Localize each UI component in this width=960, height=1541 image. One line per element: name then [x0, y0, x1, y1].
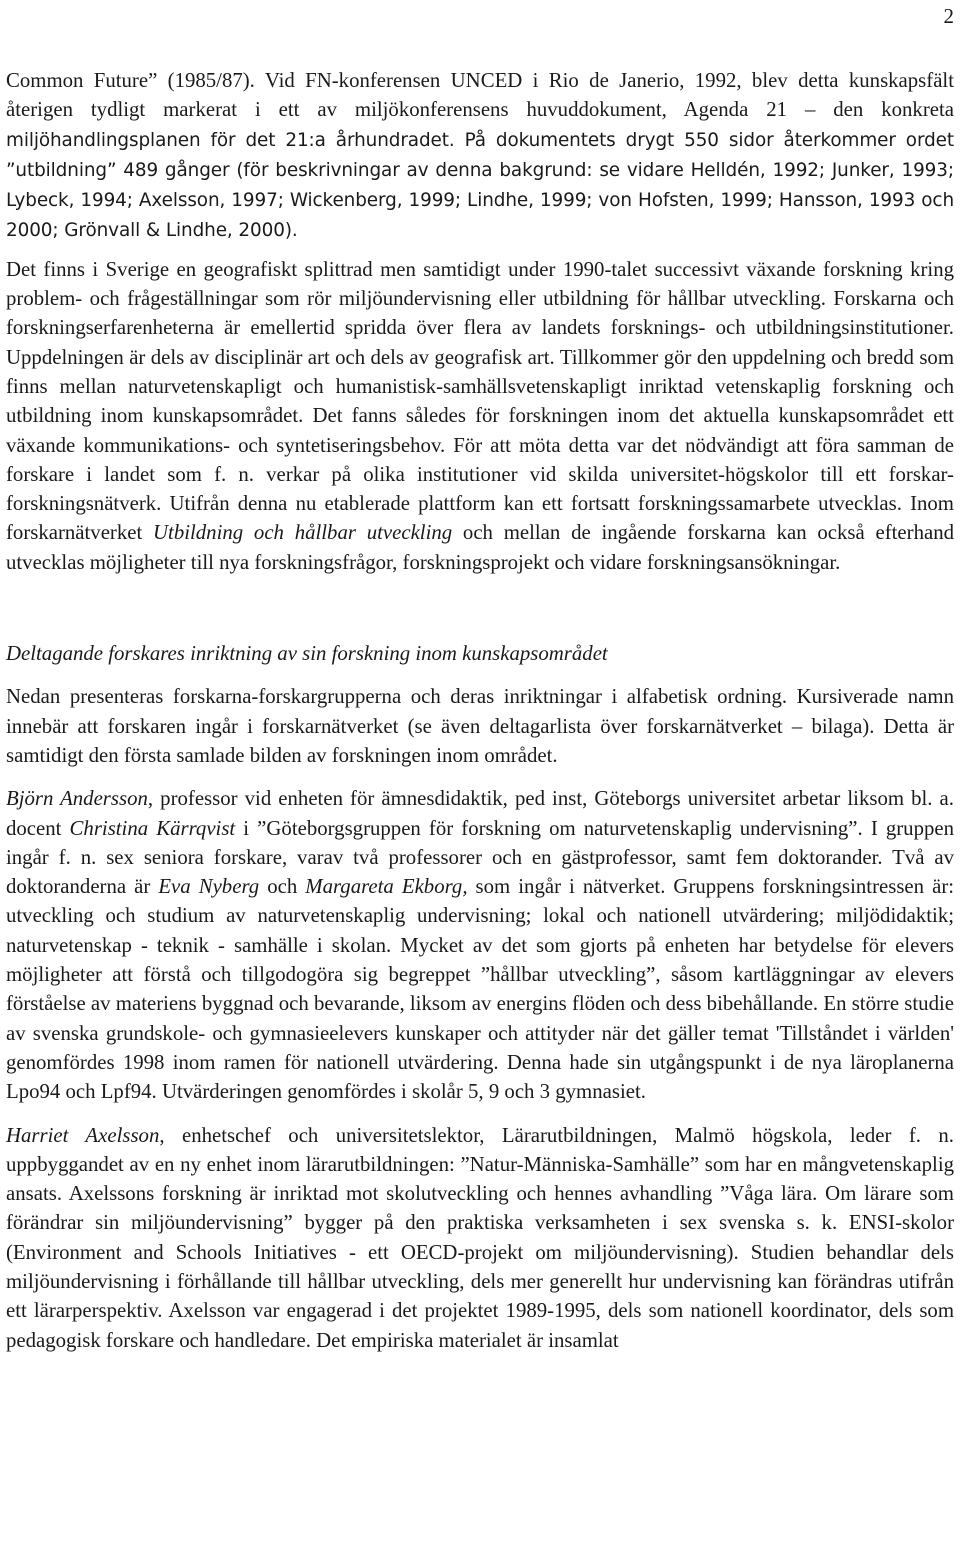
andersson-text-4: som ingår i nätverket. Gruppens forskningsintressen är: utveckling och studium av naturvetenskaplig undervisning; lokal och nationell utvärdering; miljödidaktik; naturvetenskap - teknik - samhälle i skolan. Mycket av det som gjorts på enheten har betydelse för elevers möjligheter att förstå och tillgodogöra sig begreppet ”hållbar utveckling”, såsom kartläggningar av elevers förståelse av materiens byggnad och bevarande, liksom av energins flöden och dess bibehållande. En större studie av svenska grundskole- och gymnasieelevers kunskaper och attityder när det gäller temat 'Tillståndet i världen' genomfördes 1998 inom ramen för nationell utvärdering. Denna hade sin utgångspunkt i de nya läroplanerna Lpo94 och Lpf94. Utvärderingen genomfördes i skolår 5, 9 och 3 gymnasiet. — [6, 875, 955, 1104]
researcher-name-eva-nyberg: Eva Nyberg — [158, 875, 260, 899]
presentation-paragraph: Nedan presenteras forskarna-forskargrupperna och deras inriktningar i alfabetisk ordning. Kursiverade namn innebär att forskaren ingår i forskarnätverket (se även deltagarlista över forskarnätverket – bilaga). Detta är samtidigt den första samlade bilden av forskningen inom området. — [6, 685, 954, 767]
andersson-text-2: i ”Göteborgsgruppen för forskning om naturvetenskaplig undervisning”. I gruppen ingår f. n. sex seniora forskare, varav två professorer och en gästprofessor, samt fem doktorander. Två av doktoranderna är — [6, 816, 955, 899]
andersson-text-1: , professor vid enheten för ämnesdidaktik, ped inst, Göteborgs universitet arbetar liksom bl. a. docent — [6, 787, 954, 840]
intro-paragraph-part-1: Common Future” (1985/87). Vid FN-konferensen UNCED i Rio de Janerio, 1992, blev detta kunskapsfält återigen tydligt markerat i ett av miljökonferensens huvuddokument, Agenda 21 – den konkreta — [6, 69, 954, 122]
research-landscape-part-2: och mellan de ingående forskarna kan också efterhand utvecklas möjligheter till nya forskningsfrågor, forskningsprojekt och vidare forskningsansökningar. — [6, 521, 954, 574]
research-landscape-paragraph — [6, 255, 954, 577]
intro-paragraph-part-2: miljöhandlingsplanen för det 21:a århundradet. På dokumentets drygt 550 sidor återkommer ordet ”utbildning” 489 gånger (för beskrivningar av denna bakgrund: se vidare Helldén, 1992; Junker, 1993; Lybeck, 1994; Axelsson, 1997; Wickenberg, 1999; Lindhe, 1999; von Hofsten, 1999; Hansson, 1993 och 2000; Grönvall & Lindhe, 2000). — [6, 129, 954, 242]
researcher-name-christina-karrqvist: Christina Kärrqvist — [69, 816, 236, 840]
axelsson-text: , enhetschef och universitetslektor, Lärarutbildningen, Malmö högskola, leder f. n. uppbyggandet av en ny enhet inom lärarutbildningen: ”Natur-Människa-Samhälle” som har en mångvetenskaplig ansats. Axelssons forskning är inriktad mot skolutveckling och hennes avhandling ”Våga lära. Om lärare som förändrar sin miljöundervisning” bygger på den praktiska verksamheten i sex svenska s. k. ENSI-skolor (Environment and Schools Initiatives - ett OECD-projekt om miljöundervisning). Studien behandlar dels miljöundervisning i förhållande till hållbar utveckling, dels mer generellt hur undervisning kan förändras utifrån ett lärarperspektiv. Axelsson var engagerad i det projektet 1989-1995, dels som nationell koordinator, dels som pedagogisk forskare och handledare. Det empiriska materialet är insamlat — [6, 1123, 954, 1352]
andersson-text-3: och — [259, 875, 306, 899]
page-number: 2 — [943, 4, 954, 28]
document-body — [6, 66, 954, 1355]
research-landscape-part-1: Det finns i Sverige en geografiskt splittrad men samtidigt under 1990-talet successivt växande forskning kring problem- och frågeställningar som rör miljöundervisning eller utbildning för hållbar utveckling. Forskarna och forskningserfarenheterna är emellertid spridda över flera av landets forsknings- och utbildningsinstitutioner. Uppdelningen är dels av disciplinär art och dels av geografisk art. Tillkommer gör den uppdelning och bredd som finns mellan naturvetenskapligt och humanistisk-samhällsvetenskapligt inriktad vetenskaplig forskning och utbildning inom kunskapsområdet. Det fanns således för forskningen inom det aktuella kunskapsområdet ett växande kommunikations- och syntetiseringsbehov. För att möta detta var det nödvändigt att föra samman de forskare i landet som f. n. verkar på olika institutioner vid skilda universitet-högskolor till ett forskar-forskningsnätverk. Utifrån denna nu etablerade plattform kan ett fortsatt forskningssamarbete utvecklas. Inom forskarnätverket — [6, 257, 954, 545]
researcher-name-margareta-ekborg: Margareta Ekborg, — [305, 875, 468, 899]
intro-paragraph — [6, 66, 954, 246]
researcher-name-bjorn-andersson: Björn Andersson — [6, 787, 148, 811]
researcher-name-harriet-axelsson: Harriet Axelsson — [6, 1123, 160, 1147]
andersson-paragraph — [6, 784, 954, 1106]
section-heading: Deltagande forskares inriktning av sin forskning inom kunskapsområdet — [6, 642, 608, 666]
network-name: Utbildning och hållbar utveckling — [153, 521, 453, 545]
axelsson-paragraph — [6, 1121, 954, 1355]
